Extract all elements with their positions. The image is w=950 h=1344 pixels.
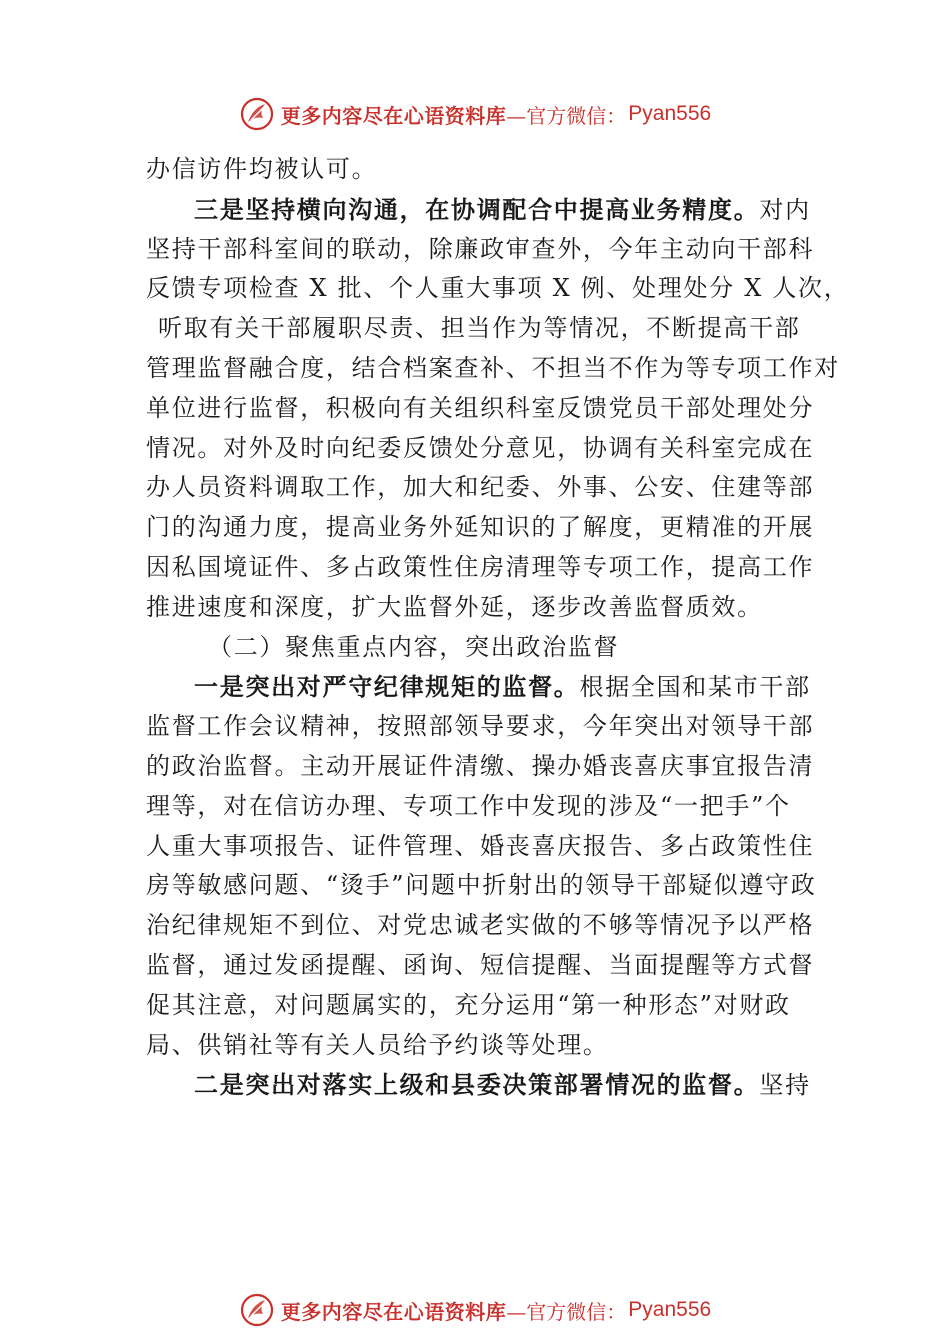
document-body (146, 150, 850, 1105)
paragraph-line (146, 667, 811, 707)
watermark-wechat-id: Pyan556 (628, 1298, 712, 1321)
text-line: 监督，通过发函提醒、函询、短信提醒、当面提醒等方式督 (146, 950, 815, 979)
text-span: 根据全国和某市干部 (579, 673, 811, 702)
text-line: 门的沟通力度，提高业务外延知识的了解度，更精准的开展 (146, 513, 815, 542)
text-span: 对内 (759, 195, 811, 224)
paragraph-heading: 一是突出对严守纪律规矩的监督。 (194, 672, 580, 702)
text-line: 听取有关干部履职尽责、担当作为等情况，不断提高干部 (158, 314, 801, 343)
text-line: 人重大事项报告、证件管理、婚丧喜庆报告、多占政策性住 (146, 831, 815, 860)
text-line: 理等，对在信访办理、专项工作中发现的涉及“一把手”个 (146, 791, 791, 820)
text-line: 因私国境证件、多占政策性住房清理等专项工作，提高工作 (146, 552, 815, 581)
text-line: 局、供销社等有关人员给予约谈等处理。 (146, 1030, 609, 1059)
text-line: 办人员资料调取工作，加大和纪委、外事、公安、住建等部 (146, 473, 815, 502)
paragraph-line (146, 190, 811, 230)
text-line: 治纪律规矩不到位、对党忠诚老实做的不够等情况予以严格 (146, 911, 815, 940)
brand-logo-icon (239, 96, 275, 132)
watermark-separator: —官方微信： (506, 103, 627, 128)
section-heading: （二）聚焦重点内容，突出政治监督 (208, 632, 620, 661)
text-line: 单位进行监督，积极向有关组织科室反馈党员干部处理处分 (146, 393, 815, 422)
text-line: 反馈专项检查 X 批、个人重大事项 X 例、处理处分 X 人次， (146, 274, 850, 303)
brand-logo-icon (239, 1292, 275, 1328)
text-line: 坚持干部科室间的联动，除廉政审查外，今年主动向干部科 (146, 234, 815, 263)
text-line: 情况。对外及时向纪委反馈处分意见，协调有关科室完成在 (146, 433, 815, 462)
text-line: 房等敏感问题、“烫手”问题中折射出的领导干部疑似遵守政 (146, 871, 817, 900)
paragraph-line (146, 1065, 811, 1105)
text-line: 的政治监督。主动开展证件清缴、操办婚丧喜庆事宜报告清 (146, 751, 815, 780)
paragraph-heading: 二是突出对落实上级和县委决策部署情况的监督。 (194, 1070, 760, 1100)
watermark-brand: 更多内容尽在心语资料库 (280, 1299, 507, 1324)
paragraph-heading: 三是坚持横向沟通，在协调配合中提高业务精度。 (194, 194, 760, 224)
text-line: 管理监督融合度，结合档案查补、不担当不作为等专项工作对 (146, 353, 840, 382)
text-span: 坚持 (759, 1071, 811, 1100)
text-line: 办信访件均被认可。 (146, 155, 378, 183)
text-line: 推进速度和深度，扩大监督外延，逐步改善监督质效。 (146, 592, 763, 621)
watermark-wechat-id: Pyan556 (628, 102, 712, 125)
footer-watermark (0, 1288, 950, 1332)
text-line: 促其注意，对问题属实的，充分运用“第一种形态”对财政 (146, 990, 791, 1019)
watermark-brand: 更多内容尽在心语资料库 (280, 103, 507, 128)
watermark-separator: —官方微信： (506, 1299, 627, 1324)
header-watermark (0, 92, 950, 136)
text-line: 监督工作会议精神，按照部领导要求，今年突出对领导干部 (146, 712, 815, 741)
